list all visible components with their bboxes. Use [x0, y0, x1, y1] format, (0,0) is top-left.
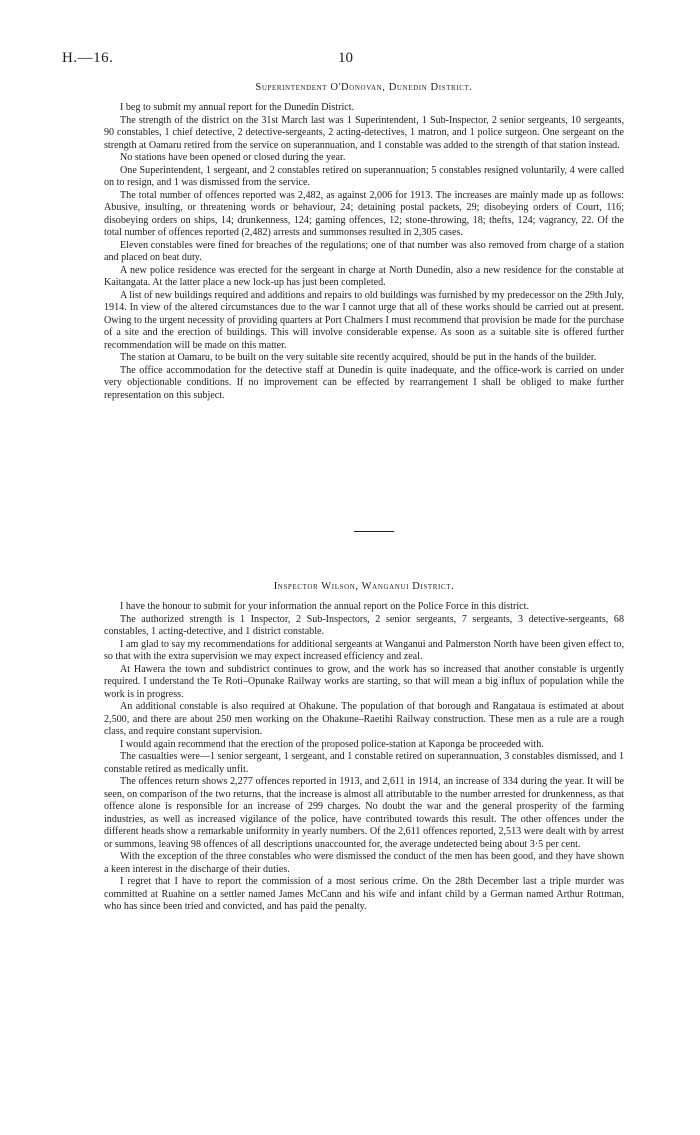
paragraph: The office accommodation for the detective staff at Dunedin is quite inadequate, and the office-work is carried on under very objectionable conditions. If no improvement can be effected by rearrangement I shall be obliged to make further representation on this subject.	[104, 364, 624, 401]
page-number: 10	[338, 50, 353, 66]
section-divider	[354, 531, 394, 532]
paragraph: The strength of the district on the 31st March last was 1 Superintendent, 1 Sub-Inspector, 2 senior sergeants, 10 sergeants, 90 constables, 1 chief detective, 2 detective-sergeants, 2 acting-detectives, 1 matron, and 1 police surgeon. One sergeant on the strength at Oamaru retired from the service on superannuation, and 1 constable was added to the strength of that station instead.	[104, 114, 624, 151]
paragraph: I beg to submit my annual report for the Dunedin District.	[120, 102, 355, 113]
paragraph: Eleven constables were fined for breaches of the regulations; one of that number was also removed from charge of a station and placed on beat duty.	[104, 239, 624, 263]
section-title: Inspector Wilson, Wanganui District.	[273, 581, 455, 592]
paragraph: The station at Oamaru, to be built on the very suitable site recently acquired, should be put in the hands of the builder.	[120, 352, 597, 363]
paragraph: I am glad to say my recommendations for additional sergeants at Wanganui and Palmerston North have been given effect to, so that with the extra supervision we may expect increased efficiency and zeal.	[104, 638, 624, 662]
section-title: Superintendent O'Donovan, Dunedin District.	[255, 82, 473, 93]
paragraph: The casualties were—1 senior sergeant, 1 sergeant, and 1 constable retired on superannuation, 3 constables dismissed, and 1 constable retired as medically unfit.	[104, 751, 624, 775]
report-section-dunedin	[104, 82, 624, 402]
paragraph: No stations have been opened or closed during the year.	[120, 152, 346, 163]
paragraph: The authorized strength is 1 Inspector, 2 Sub-Inspectors, 2 senior sergeants, 7 sergeants, 3 detective-sergeants, 68 constables, 1 acting-detective, and 1 district constable.	[104, 613, 624, 637]
paragraph: A new police residence was erected for the sergeant in charge at North Dunedin, also a new residence for the constable at Kaitangata. At the latter place a new lock-up has just been completed.	[104, 264, 624, 288]
paragraph: I would again recommend that the erection of the proposed police-station at Kaponga be proceeded with.	[120, 738, 544, 750]
paragraph: At Hawera the town and subdistrict continues to grow, and the work has so increased that another constable is urgently required. I understand the Te Roti–Opunake Railway works are starting, so that will mean a big influx of population while the work is in progress.	[104, 663, 624, 700]
paragraph: A list of new buildings required and additions and repairs to old buildings was furnished by my predecessor on the 29th July, 1914. In view of the altered circumstances due to the war I cannot urge that all of these works should be carried out at present. Owing to the urgent necessity of providing quarters at Port Chalmers I must recommend that provision be made for the purchase of a site and the erection of buildings. This will involve considerable expense. As soon as a suitable site is offered further recommendation will be made on this matter.	[104, 289, 624, 351]
paragraph: One Superintendent, 1 sergeant, and 2 constables retired on superannuation; 5 constables resigned voluntarily, 4 were called on to resign, and 1 was dismissed from the service.	[104, 164, 624, 188]
paragraph: The total number of offences reported was 2,482, as against 2,006 for 1913. The increases are mainly made up as follows: Abusive, insulting, or threatening words or behaviour, 24; detaining postal packets, 29; disobeying orders of Court, 116; disobeying orders on ships, 14; drunkenness, 124; gaming offences, 12; stone-throwing, 18; thefts, 124; vagrancy, 22. Of the total number of offences reported (2,482) arrests and summonses resulted in 2,305 cases.	[104, 189, 624, 238]
parliamentary-paper-ref: H.—16.	[62, 50, 114, 66]
paragraph: With the exception of the three constables who were dismissed the conduct of the men has been good, and they have shown a keen interest in the discharge of their duties.	[104, 851, 624, 875]
paragraph: The offences return shows 2,277 offences reported in 1913, and 2,611 in 1914, an increase of 334 during the year. It will be seen, on comparison of the two returns, that the increase is almost all attributable to the number arrested for drunkenness, as that offence alone is responsible for an increase of 299 charges. No doubt the war and the general prosperity of the farming industries, as well as increased vigilance of the police, have contributed towards this result. The other offences under the different heads show a remarkable uniformity in yearly numbers. Of the 2,611 offences reported, 2,513 were dealt with by arrest or summons, leaving 98 offences of all descriptions unaccounted for, the average undetected being about 3·5 per cent.	[104, 776, 624, 850]
paragraph: I have the honour to submit for your information the annual report on the Police Force in this district.	[120, 601, 529, 612]
paragraph: I regret that I have to report the commission of a most serious crime. On the 28th December last a triple murder was committed at Ruahine on a settler named James McCann and his wife and infant child by a German named Arthur Rottman, who has since been tried and convicted, and has paid the penalty.	[104, 876, 624, 912]
report-section-wanganui	[104, 581, 624, 914]
paragraph: An additional constable is also required at Ohakune. The population of that borough and Rangataua is estimated at about 2,500, and there are about 250 men working on the Ohakune–Raetihi Railway construction. These men as a rule are a rough class, and require constant supervision.	[104, 701, 624, 737]
